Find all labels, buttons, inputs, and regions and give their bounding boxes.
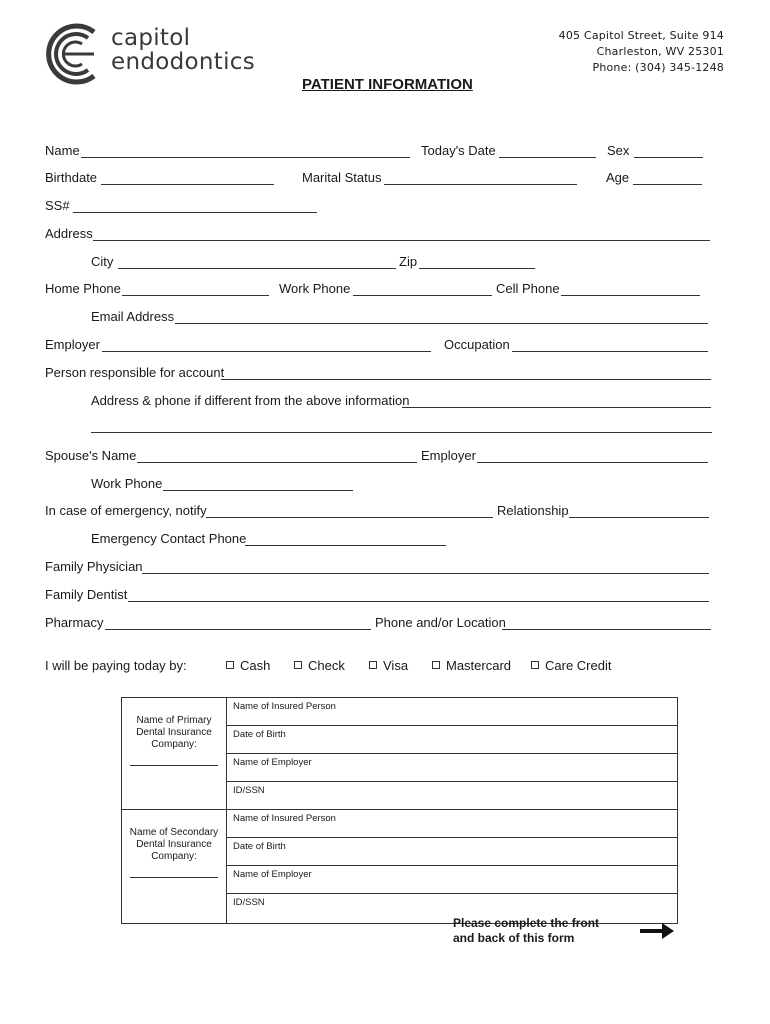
secondary-dob-cell[interactable]: Date of Birth	[227, 838, 678, 866]
primary-id-ssn-cell[interactable]: ID/SSN	[227, 782, 678, 810]
payment-option-label: Check	[308, 658, 345, 673]
employer-field[interactable]	[102, 351, 431, 352]
work-phone-field[interactable]	[353, 295, 492, 296]
home-phone-label: Home Phone	[45, 281, 121, 296]
primary-insurance-label: Name of Primary Dental Insurance Company:	[136, 715, 212, 750]
row-responsible	[0, 365, 770, 383]
name-field[interactable]	[81, 157, 410, 158]
birthdate-field[interactable]	[101, 184, 274, 185]
city-field[interactable]	[118, 268, 396, 269]
address-label: Address	[45, 226, 93, 241]
ssn-label: SS#	[45, 198, 70, 213]
sex-field[interactable]	[634, 157, 703, 158]
occupation-field[interactable]	[512, 351, 708, 352]
row-resp-address-continued	[0, 418, 770, 436]
age-label: Age	[606, 170, 630, 185]
cell-phone-label: Cell Phone	[496, 281, 560, 296]
payment-option-mastercard[interactable]	[432, 658, 511, 673]
pharmacy-label: Pharmacy	[45, 615, 104, 630]
address-street: 405 Capitol Street, Suite 914	[558, 29, 724, 42]
row-ssn	[0, 198, 770, 216]
sex-label: Sex	[607, 143, 630, 158]
zip-field[interactable]	[419, 268, 535, 269]
todays-date-field[interactable]	[499, 157, 596, 158]
payment-option-label: Mastercard	[446, 658, 512, 673]
row-resp-address	[0, 393, 770, 411]
primary-employer-cell[interactable]: Name of Employer	[227, 754, 678, 782]
emergency-phone-field[interactable]	[245, 545, 446, 546]
phone-location-label: Phone and/or Location	[375, 615, 506, 630]
emergency-label: In case of emergency, notify	[45, 503, 207, 518]
cell-phone-field[interactable]	[561, 295, 700, 296]
resp-address-field[interactable]	[402, 407, 711, 408]
row-emergency-phone	[0, 531, 770, 549]
checkbox-icon[interactable]	[531, 661, 539, 669]
primary-insured-name-cell[interactable]: Name of Insured Person	[227, 698, 678, 726]
page-title: PATIENT INFORMATION	[302, 76, 473, 93]
spouse-employer-field[interactable]	[477, 462, 708, 463]
marital-status-field[interactable]	[384, 184, 577, 185]
row-emergency	[0, 503, 770, 521]
row-spouse	[0, 448, 770, 466]
phone-location-field[interactable]	[502, 629, 711, 630]
checkbox-icon[interactable]	[369, 661, 377, 669]
row-dentist	[0, 587, 770, 605]
emergency-field[interactable]	[206, 517, 493, 518]
resp-address-continued-field[interactable]	[91, 432, 712, 433]
relationship-label: Relationship	[497, 503, 569, 518]
todays-date-label: Today's Date	[421, 143, 496, 158]
arrow-right-icon	[640, 922, 674, 940]
primary-dob-cell[interactable]: Date of Birth	[227, 726, 678, 754]
relationship-field[interactable]	[569, 517, 709, 518]
secondary-insurance-company-cell[interactable]	[122, 810, 227, 924]
row-employer	[0, 337, 770, 355]
checkbox-icon[interactable]	[432, 661, 440, 669]
dentist-label: Family Dentist	[45, 587, 128, 602]
row-email	[0, 309, 770, 327]
checkbox-icon[interactable]	[294, 661, 302, 669]
occupation-label: Occupation	[444, 337, 510, 352]
spouse-employer-label: Employer	[421, 448, 476, 463]
physician-label: Family Physician	[45, 559, 143, 574]
payment-option-care-credit[interactable]	[531, 658, 611, 673]
payment-option-label: Visa	[383, 658, 409, 673]
note-line-1: Please complete the front	[453, 916, 600, 930]
primary-insurance-field[interactable]	[130, 765, 218, 766]
payment-option-label: Cash	[240, 658, 271, 673]
birthdate-label: Birthdate	[45, 170, 98, 185]
pharmacy-field[interactable]	[105, 629, 371, 630]
payment-option-label: Care Credit	[545, 658, 612, 673]
physician-field[interactable]	[142, 573, 709, 574]
row-physician	[0, 559, 770, 577]
emergency-phone-label: Emergency Contact Phone	[91, 531, 247, 546]
secondary-insured-name-cell[interactable]: Name of Insured Person	[227, 810, 678, 838]
city-label: City	[91, 254, 114, 269]
address-phone: Phone: (304) 345-1248	[592, 61, 724, 74]
capitol-endodontics-logo-icon	[42, 20, 106, 88]
responsible-label: Person responsible for account	[45, 365, 225, 380]
logo-line-capitol: capitol	[111, 25, 191, 51]
address-field[interactable]	[93, 240, 710, 241]
secondary-employer-cell[interactable]: Name of Employer	[227, 866, 678, 894]
logo-line-endodontics: endodontics	[111, 49, 255, 75]
note-line-2: and back of this form	[453, 931, 575, 945]
spouse-work-phone-field[interactable]	[163, 490, 353, 491]
insurance-table	[121, 697, 678, 924]
secondary-insurance-label: Name of Secondary Dental Insurance Company:	[129, 827, 219, 862]
work-phone-label: Work Phone	[279, 281, 351, 296]
secondary-insurance-field[interactable]	[130, 877, 218, 878]
spouse-work-phone-label: Work Phone	[91, 476, 163, 491]
resp-address-label: Address & phone if different from the above information	[91, 393, 410, 408]
spouse-name-label: Spouse's Name	[45, 448, 137, 463]
responsible-field[interactable]	[221, 379, 711, 380]
email-label: Email Address	[91, 309, 175, 324]
zip-label: Zip	[399, 254, 418, 269]
row-phones	[0, 281, 770, 299]
row-pharmacy	[0, 615, 770, 633]
ssn-field[interactable]	[73, 212, 317, 213]
name-label: Name	[45, 143, 80, 158]
row-spouse-work-phone	[0, 476, 770, 494]
complete-form-note	[453, 916, 599, 946]
address-city: Charleston, WV 25301	[596, 45, 724, 58]
row-payment	[0, 658, 770, 676]
marital-status-label: Marital Status	[302, 170, 382, 185]
secondary-id-ssn-cell[interactable]: ID/SSN	[227, 894, 678, 924]
employer-label: Employer	[45, 337, 100, 352]
home-phone-field[interactable]	[122, 295, 269, 296]
spouse-name-field[interactable]	[137, 462, 417, 463]
payment-option-visa[interactable]	[369, 658, 408, 673]
payment-option-cash[interactable]	[226, 658, 270, 673]
payment-option-check[interactable]	[294, 658, 345, 673]
row-city	[0, 254, 770, 272]
payment-label: I will be paying today by:	[45, 658, 187, 673]
primary-insurance-company-cell[interactable]	[122, 698, 227, 810]
dentist-field[interactable]	[128, 601, 709, 602]
email-field[interactable]	[175, 323, 708, 324]
row-name	[0, 143, 770, 161]
checkbox-icon[interactable]	[226, 661, 234, 669]
age-field[interactable]	[633, 184, 702, 185]
row-address	[0, 226, 770, 244]
row-birthdate	[0, 170, 770, 188]
